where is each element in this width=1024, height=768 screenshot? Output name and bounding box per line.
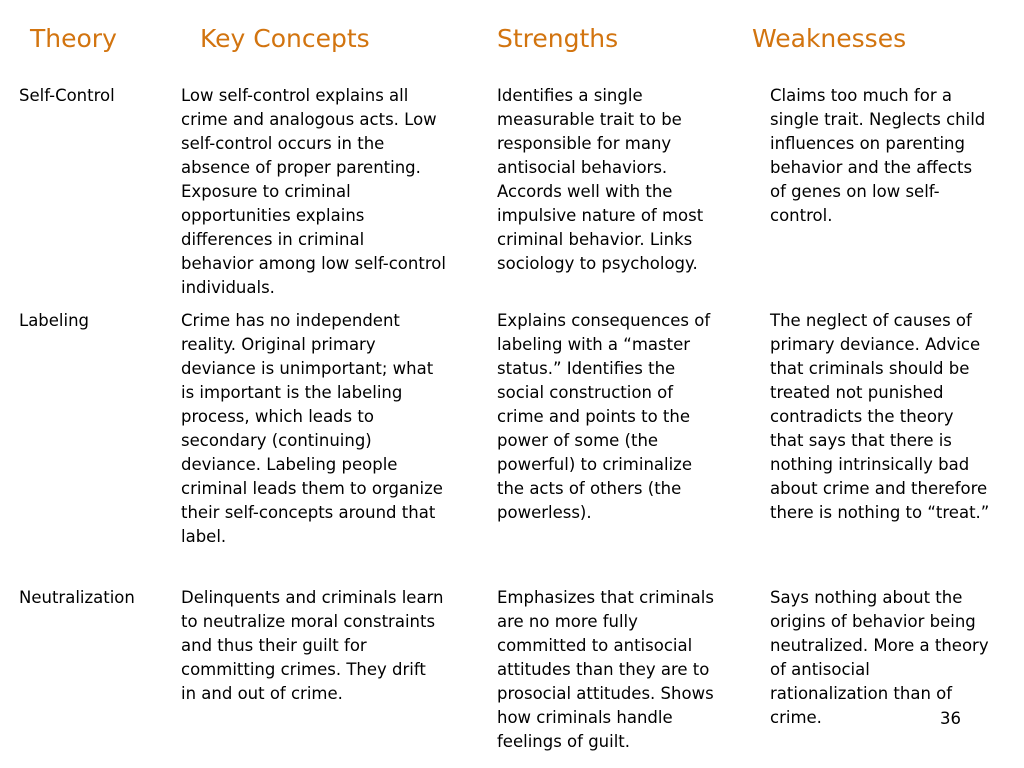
- header-weaknesses: Weaknesses: [752, 24, 907, 53]
- strengths-text: Emphasizes that criminals are no more fully committed to antisocial attitudes than they are to prosocial attitudes. Shows how criminals handle feelings of guilt.: [497, 588, 714, 751]
- header-strengths: Strengths: [497, 24, 619, 53]
- weaknesses-text: The neglect of causes of primary deviance. Advice that criminals should be treated not punished contradicts the theory that says that there is nothing intrinsically bad about crime and therefore there is nothing to “treat.”: [770, 311, 990, 522]
- theory-name: Self-Control: [19, 86, 115, 105]
- theory-name: Neutralization: [19, 588, 135, 607]
- page-number: 36: [940, 709, 961, 728]
- strengths-text: Identifies a single measurable trait to be responsible for many antisocial behaviors. Accords well with the impulsive nature of most criminal behavior. Links sociology to psychology.: [497, 86, 704, 273]
- weaknesses-text: Claims too much for a single trait. Neglects child influences on parenting behavior and the affects of genes on low self- control.: [770, 86, 986, 225]
- header-theory: Theory: [30, 24, 117, 53]
- theory-name: Labeling: [19, 311, 90, 330]
- weaknesses-text: Says nothing about the origins of behavior being neutralized. More a theory of antisocial rationalization than of crime.: [770, 588, 989, 727]
- header-key-concepts: Key Concepts: [200, 24, 370, 53]
- strengths-text: Explains consequences of labeling with a “master status.” Identifies the social construction of crime and points to the power of some (the powerful) to criminalize the acts of others (the powerless).: [497, 311, 711, 522]
- key-concepts-text: Delinquents and criminals learn to neutralize moral constraints and thus their guilt for committing crimes. They drift in and out of crime.: [181, 588, 444, 703]
- key-concepts-text: Crime has no independent reality. Original primary deviance is unimportant; what is important is the labeling process, which leads to secondary (continuing) deviance. Labeling people criminal leads them to organize their self-concepts around that label.: [181, 311, 443, 546]
- key-concepts-text: Low self-control explains all crime and analogous acts. Low self-control occurs in the absence of proper parenting. Exposure to criminal opportunities explains differences in criminal behavior among low self-control individuals.: [181, 86, 446, 297]
